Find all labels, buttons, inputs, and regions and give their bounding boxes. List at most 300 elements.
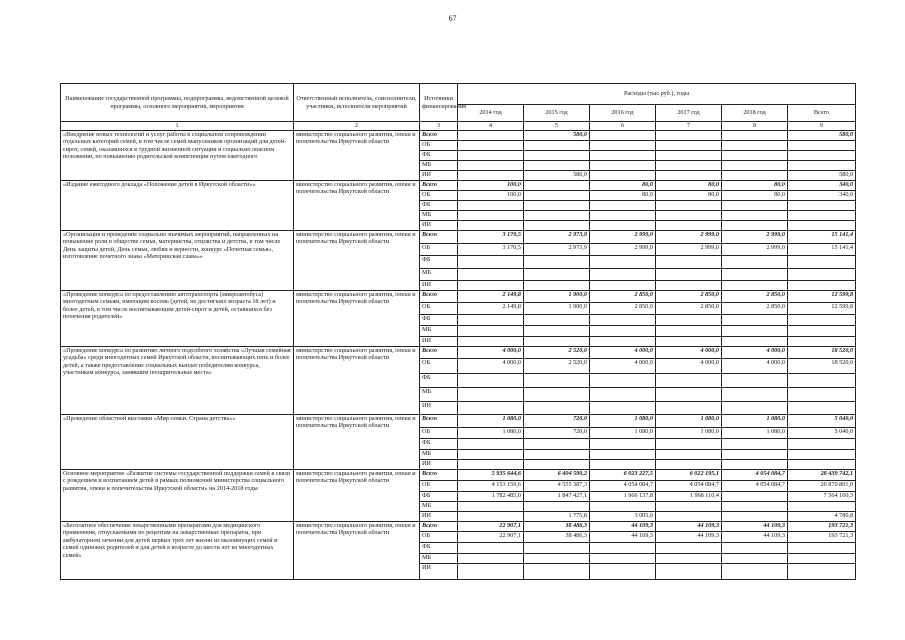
year-value <box>722 171 788 181</box>
year-value: 4 555 387,3 <box>524 481 590 492</box>
year-value <box>524 554 590 564</box>
year-value: 1 080,0 <box>590 415 656 428</box>
total-value <box>788 315 856 326</box>
funding-source: ФБ <box>420 151 458 161</box>
total-value <box>788 374 856 388</box>
year-value: 2 850,0 <box>722 303 788 315</box>
year-value: 1 080,0 <box>722 415 788 428</box>
funding-source: ФБ <box>420 374 458 388</box>
year-value: 580,0 <box>524 171 590 181</box>
header-program: Наименование государственной программы, подпрограммы, ведомственной целевой программы, основного мероприятия, мероприятия <box>61 84 294 122</box>
year-value: 4 000,0 <box>590 347 656 359</box>
funding-source: Всего <box>420 415 458 428</box>
year-value <box>524 502 590 512</box>
year-value: 2 973,9 <box>524 231 590 244</box>
funding-source: ОБ <box>420 359 458 374</box>
header-executor: Ответственный исполнитель, соисполнители, участники, исполнители мероприятий <box>294 84 420 122</box>
header-source: Источники финансирования <box>420 84 458 122</box>
page-number: 67 <box>448 14 457 23</box>
total-value: 193 721,3 <box>788 522 856 532</box>
year-value <box>722 151 788 161</box>
total-value: 5 040,0 <box>788 415 856 428</box>
funding-source: МБ <box>420 388 458 402</box>
funding-source: ФБ <box>420 439 458 450</box>
year-value <box>656 256 722 269</box>
year-value <box>524 450 590 460</box>
total-value <box>788 450 856 460</box>
year-value <box>458 161 524 171</box>
table-row <box>61 231 856 244</box>
total-value <box>788 564 856 580</box>
total-value <box>788 337 856 347</box>
year-value <box>590 554 656 564</box>
year-value <box>524 211 590 221</box>
year-value: 44 109,3 <box>590 532 656 543</box>
year-value: 2 149,8 <box>458 291 524 303</box>
year-value <box>722 554 788 564</box>
total-value: 28 439 742,1 <box>788 470 856 481</box>
total-value: 340,0 <box>788 191 856 201</box>
funding-source: ФБ <box>420 201 458 211</box>
year-value: 2 520,0 <box>524 359 590 374</box>
year-value: 2 999,0 <box>722 244 788 256</box>
year-value: 1 080,0 <box>458 428 524 439</box>
year-value: 4 054 084,7 <box>722 481 788 492</box>
column-number: 6 <box>590 122 656 131</box>
year-value <box>656 439 722 450</box>
year-value <box>524 281 590 291</box>
year-value <box>656 388 722 402</box>
year-value <box>524 191 590 201</box>
year-value <box>458 151 524 161</box>
funding-source: ИИ <box>420 281 458 291</box>
year-value: 1 900,0 <box>524 291 590 303</box>
year-value <box>524 201 590 211</box>
year-value <box>458 256 524 269</box>
funding-source: МБ <box>420 502 458 512</box>
year-value <box>458 388 524 402</box>
year-value <box>458 374 524 388</box>
executor-name: министерство социального развития, опеки и попечительства Иркутской области <box>294 347 420 415</box>
year-value <box>524 269 590 281</box>
year-value <box>458 460 524 470</box>
funding-source: ИИ <box>420 337 458 347</box>
year-value <box>656 450 722 460</box>
year-value <box>722 543 788 554</box>
year-value: 44 109,3 <box>722 532 788 543</box>
year-value <box>458 512 524 522</box>
year-value: 1 966 137,8 <box>590 492 656 502</box>
year-value <box>590 337 656 347</box>
year-value: 38 486,3 <box>524 532 590 543</box>
year-value <box>590 402 656 415</box>
year-value <box>656 564 722 580</box>
year-value: 4 054 084,7 <box>590 481 656 492</box>
total-value: 15 141,4 <box>788 244 856 256</box>
year-value <box>590 256 656 269</box>
year-value <box>524 315 590 326</box>
year-value <box>590 374 656 388</box>
year-value <box>590 151 656 161</box>
year-value <box>722 131 788 141</box>
measure-name: «Проведение конкурса по предоставлению автотранспорта (микроавтобуса) многодетным семьям, имеющим восемь (детей, не достигших возраста 18 лет) и более детей, в том числе воспитывающим детей-сирот и детей, оставшихся без попечения родителей» <box>61 291 294 347</box>
year-value <box>656 141 722 151</box>
year-value <box>458 564 524 580</box>
year-value <box>590 564 656 580</box>
year-value <box>590 543 656 554</box>
year-value <box>590 201 656 211</box>
year-value: 2 850,0 <box>656 303 722 315</box>
year-value: 80,0 <box>722 191 788 201</box>
funding-source: ФБ <box>420 492 458 502</box>
funding-source: ФБ <box>420 315 458 326</box>
year-value <box>656 161 722 171</box>
year-value <box>656 512 722 522</box>
year-value: 38 486,3 <box>524 522 590 532</box>
year-value <box>524 388 590 402</box>
column-number: 1 <box>61 122 294 131</box>
total-value <box>788 201 856 211</box>
year-value <box>722 388 788 402</box>
year-value: 3 170,5 <box>458 244 524 256</box>
funding-source: МБ <box>420 269 458 281</box>
table-row <box>61 470 856 481</box>
year-value <box>656 211 722 221</box>
year-value <box>722 337 788 347</box>
table-body <box>61 131 856 580</box>
funding-source: ИИ <box>420 564 458 580</box>
table-row <box>61 181 856 191</box>
year-value <box>722 502 788 512</box>
year-value <box>590 281 656 291</box>
year-value: 6 023 227,5 <box>590 470 656 481</box>
year-value: 4 000,0 <box>656 347 722 359</box>
year-value: 44 109,3 <box>656 522 722 532</box>
year-value <box>722 281 788 291</box>
year-value <box>458 171 524 181</box>
year-value <box>458 141 524 151</box>
year-value: 2 999,0 <box>590 244 656 256</box>
year-value <box>524 161 590 171</box>
year-value <box>458 201 524 211</box>
measure-name: «Проведение областной выставки «Мир семьи. Страна детства»» <box>61 415 294 470</box>
year-value <box>656 269 722 281</box>
measure-name: Основное мероприятие «Развитие системы государственной поддержки семей в связи с рождением и воспитанием детей в рамках полномочий министерства социального развития, опеки и попечительства Иркутской области» на 2014-2018 годы <box>61 470 294 522</box>
header-year: 2016 год <box>590 105 656 122</box>
year-value <box>458 502 524 512</box>
year-value: 44 109,3 <box>590 522 656 532</box>
funding-source: МБ <box>420 211 458 221</box>
year-value: 720,0 <box>524 428 590 439</box>
year-value <box>722 402 788 415</box>
year-value <box>722 201 788 211</box>
year-value: 1 847 427,1 <box>524 492 590 502</box>
funding-source: ОБ <box>420 532 458 543</box>
total-value <box>788 326 856 337</box>
funding-source: ОБ <box>420 141 458 151</box>
year-value <box>722 512 788 522</box>
year-value <box>458 543 524 554</box>
funding-source: МБ <box>420 450 458 460</box>
year-value <box>656 337 722 347</box>
funding-source: МБ <box>420 554 458 564</box>
total-value <box>788 256 856 269</box>
year-value: 4 000,0 <box>458 359 524 374</box>
table-row <box>61 131 856 141</box>
total-value: 12 599,8 <box>788 303 856 315</box>
measure-name: «Внедрение новых технологий и услуг работы в социальном сопровождении отдельных категорий семей, в том числе семей выпускников организаций для детей-сирот, семей, оказавшихся в трудной жизненной ситуации и социально опасном положении, по повышению родительской компетенции путем ежегодного <box>61 131 294 181</box>
executor-name: министерство социального развития, опеки и попечительства Иркутской области <box>294 415 420 470</box>
year-value <box>656 151 722 161</box>
year-value: 1 782 485,0 <box>458 492 524 502</box>
column-number: 2 <box>294 122 420 131</box>
year-value: 2 973,9 <box>524 244 590 256</box>
year-value <box>722 439 788 450</box>
column-number: 5 <box>524 122 590 131</box>
total-value <box>788 439 856 450</box>
year-value: 44 109,3 <box>722 522 788 532</box>
year-value <box>722 221 788 231</box>
year-value <box>590 502 656 512</box>
total-value <box>788 543 856 554</box>
funding-source: ОБ <box>420 481 458 492</box>
year-value: 80,0 <box>656 191 722 201</box>
measure-name: «Бесплатное обеспечение лекарственными препаратами для медицинского применения, отпускаемыми по рецептам на лекарственные препараты, при амбулаторном лечении для детей первых трех лет жизни из малоимущих семей и семей одиноких родителей и для детей в возрасте до шести лет из многодетных семей» <box>61 522 294 580</box>
total-value <box>788 269 856 281</box>
total-value: 5 040,0 <box>788 428 856 439</box>
total-value: 580,0 <box>788 131 856 141</box>
year-value: 80,0 <box>590 191 656 201</box>
funding-source: ОБ <box>420 428 458 439</box>
year-value: 2 850,0 <box>590 291 656 303</box>
year-value <box>722 492 788 502</box>
year-value <box>722 326 788 337</box>
year-value: 3 170,5 <box>458 231 524 244</box>
total-value <box>788 460 856 470</box>
year-value <box>458 337 524 347</box>
header-expenses: Расходы (тыс.руб.), годы <box>458 84 856 105</box>
total-value <box>788 161 856 171</box>
header-year: 2017 год <box>656 105 722 122</box>
year-value: 4 000,0 <box>656 359 722 374</box>
year-value <box>458 450 524 460</box>
total-value: 7 564 160,3 <box>788 492 856 502</box>
year-value: 6 404 590,2 <box>524 470 590 481</box>
column-number: 3 <box>420 122 458 131</box>
year-value <box>590 439 656 450</box>
year-value <box>656 281 722 291</box>
executor-name: министерство социального развития, опеки и попечительства Иркутской области <box>294 181 420 231</box>
funding-source: Всего <box>420 522 458 532</box>
funding-source: Всего <box>420 181 458 191</box>
funding-source: ИИ <box>420 221 458 231</box>
header-year: 2015 год <box>524 105 590 122</box>
total-value <box>788 388 856 402</box>
funding-source: ФБ <box>420 256 458 269</box>
year-value <box>722 315 788 326</box>
year-value <box>458 402 524 415</box>
year-value <box>656 315 722 326</box>
funding-source: ОБ <box>420 303 458 315</box>
table-row <box>61 415 856 428</box>
funding-source: МБ <box>420 161 458 171</box>
year-value: 4 153 159,6 <box>458 481 524 492</box>
year-value: 1 900,0 <box>524 303 590 315</box>
table-row <box>61 522 856 532</box>
year-value <box>722 141 788 151</box>
year-value: 80,0 <box>656 181 722 191</box>
year-value: 2 850,0 <box>656 291 722 303</box>
year-value <box>590 388 656 402</box>
year-value: 5 935 644,6 <box>458 470 524 481</box>
year-value <box>524 221 590 231</box>
year-value <box>590 269 656 281</box>
executor-name: министерство социального развития, опеки и попечительства Иркутской области <box>294 522 420 580</box>
year-value <box>458 315 524 326</box>
funding-source: ИИ <box>420 171 458 181</box>
header-year: 2018 год <box>722 105 788 122</box>
total-value: 580,0 <box>788 171 856 181</box>
year-value <box>656 502 722 512</box>
year-value <box>722 374 788 388</box>
column-number: 4 <box>458 122 524 131</box>
funding-source: Всего <box>420 470 458 481</box>
year-value: 580,0 <box>524 131 590 141</box>
year-value: 80,0 <box>590 181 656 191</box>
year-value <box>458 131 524 141</box>
year-value: 6 022 195,1 <box>656 470 722 481</box>
year-value <box>590 315 656 326</box>
executor-name: министерство социального развития, опеки и попечительства Иркутской области <box>294 470 420 522</box>
total-value <box>788 402 856 415</box>
year-value <box>590 171 656 181</box>
year-value: 2 999,0 <box>656 244 722 256</box>
measure-name: «Издание ежегодного доклада «Положение детей в Иркутской области»» <box>61 181 294 231</box>
year-value <box>524 460 590 470</box>
year-value <box>590 326 656 337</box>
year-value: 22 907,1 <box>458 522 524 532</box>
total-value <box>788 281 856 291</box>
year-value <box>458 281 524 291</box>
year-value: 1 968 110,4 <box>656 492 722 502</box>
total-value: 15 141,4 <box>788 231 856 244</box>
total-value <box>788 221 856 231</box>
funding-source: Всего <box>420 291 458 303</box>
expenses-table <box>60 83 856 580</box>
year-value: 100,0 <box>458 191 524 201</box>
column-number: 9 <box>788 122 856 131</box>
year-value <box>458 269 524 281</box>
year-value <box>524 543 590 554</box>
year-value: 1 080,0 <box>656 415 722 428</box>
year-value: 2 850,0 <box>590 303 656 315</box>
total-value <box>788 151 856 161</box>
year-value <box>524 326 590 337</box>
year-value: 2 999,0 <box>656 231 722 244</box>
year-value: 4 000,0 <box>722 359 788 374</box>
total-value: 4 780,8 <box>788 512 856 522</box>
funding-source: МБ <box>420 326 458 337</box>
year-value <box>656 201 722 211</box>
year-value <box>524 337 590 347</box>
measure-name: «Проведение конкурса по развитию личного подсобного хозяйства «Лучшая семейная усадьба» среди многодетных семей Иркутской области, воспитывающих пять и более детей, а также предоставление социальных выплат победителям конкурса, участникам конкурса, занявшим поощрительные места» <box>61 347 294 415</box>
year-value <box>590 131 656 141</box>
year-value <box>656 374 722 388</box>
year-value <box>656 326 722 337</box>
total-value <box>788 141 856 151</box>
header-total: Всего <box>788 105 856 122</box>
funding-source: ИИ <box>420 460 458 470</box>
year-value <box>524 151 590 161</box>
year-value <box>590 450 656 460</box>
total-value <box>788 502 856 512</box>
funding-source: Всего <box>420 131 458 141</box>
year-value <box>590 161 656 171</box>
year-value <box>722 564 788 580</box>
total-value: 193 721,3 <box>788 532 856 543</box>
year-value <box>458 554 524 564</box>
total-value: 18 520,0 <box>788 347 856 359</box>
funding-source: ОБ <box>420 244 458 256</box>
table-row <box>61 291 856 303</box>
year-value <box>524 141 590 151</box>
total-value: 18 520,0 <box>788 359 856 374</box>
year-value <box>524 256 590 269</box>
year-value: 4 054 084,7 <box>722 470 788 481</box>
column-number: 7 <box>656 122 722 131</box>
year-value <box>722 450 788 460</box>
year-value <box>656 543 722 554</box>
year-value: 4 000,0 <box>590 359 656 374</box>
measure-name: «Организация и проведение социально значимых мероприятий, направленных на повышение роли в обществе семьи, материнства, отцовства и детства, в том числе День защиты детей, День семьи, любви и верности, конкурс «Почетная семья», изготовление почетного знака «Материнская слава»» <box>61 231 294 291</box>
funding-source: ФБ <box>420 543 458 554</box>
year-value: 1 080,0 <box>722 428 788 439</box>
year-value: 100,0 <box>458 181 524 191</box>
total-value: 20 870 801,0 <box>788 481 856 492</box>
year-value: 80,0 <box>722 181 788 191</box>
year-value: 1 080,0 <box>656 428 722 439</box>
executor-name: министерство социального развития, опеки и попечительства Иркутской области <box>294 131 420 181</box>
year-value <box>524 439 590 450</box>
year-value: 2 999,0 <box>590 231 656 244</box>
year-value <box>590 211 656 221</box>
header-year: 2014 год <box>458 105 524 122</box>
funding-source: ОБ <box>420 191 458 201</box>
year-value: 1 775,8 <box>524 512 590 522</box>
table-row <box>61 347 856 359</box>
year-value: 2 850,0 <box>722 291 788 303</box>
year-value <box>656 460 722 470</box>
year-value <box>656 131 722 141</box>
year-value <box>656 171 722 181</box>
year-value <box>524 402 590 415</box>
year-value <box>656 402 722 415</box>
year-value <box>722 161 788 171</box>
funding-source: Всего <box>420 347 458 359</box>
total-value <box>788 554 856 564</box>
executor-name: министерство социального развития, опеки и попечительства Иркутской области <box>294 231 420 291</box>
executor-name: министерство социального развития, опеки и попечительства Иркутской области <box>294 291 420 347</box>
year-value <box>458 326 524 337</box>
year-value <box>458 211 524 221</box>
year-value <box>458 439 524 450</box>
year-value: 22 907,1 <box>458 532 524 543</box>
column-number: 8 <box>722 122 788 131</box>
total-value: 340,0 <box>788 181 856 191</box>
funding-source: ИИ <box>420 512 458 522</box>
year-value <box>524 374 590 388</box>
year-value: 2 520,0 <box>524 347 590 359</box>
